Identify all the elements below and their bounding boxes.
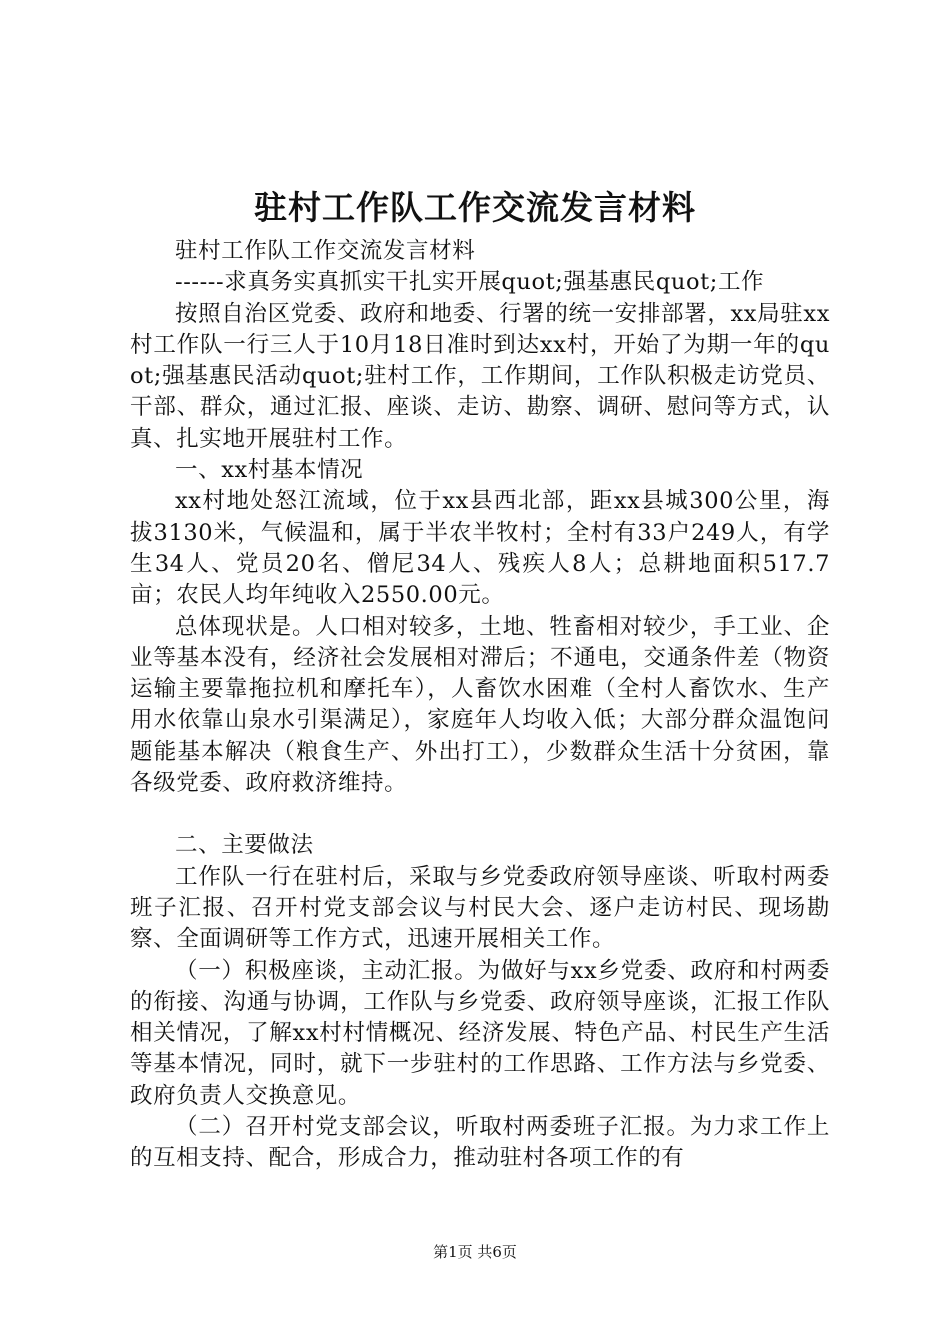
document-body [130,236,830,1175]
paragraph-village-facts: xx村地处怒江流域，位于xx县西北部，距xx县城300公里，海拔3130米，气候温和，属于半农半牧村；全村有33户249人，有学生34人、党员20名、僧尼34人、残疾人8人；总耕地面积517.7亩；农民人均年纯收入2550.00元。 [130,488,830,609]
document-title: 驻村工作队工作交流发言材料 [254,188,696,227]
paragraph-methods: 工作队一行在驻村后，采取与乡党委政府领导座谈、听取村两委班子汇报、召开村党支部会议与村民大会、逐户走访村民、现场勘察、全面调研等工作方式，迅速开展相关工作。 [130,863,830,953]
section-heading-2: 二、主要做法 [175,832,314,859]
section-heading-1: 一、xx村基本情况 [175,457,364,484]
paragraph-subtitle: 驻村工作队工作交流发言材料 [175,238,476,264]
paragraph-overall-status: 总体现状是。人口相对较多，土地、牲畜相对较少，手工业、企业等基本没有，经济社会发展相对滞后；不通电，交通条件差（物资运输主要靠拖拉机和摩托车），人畜饮水困难（全村人畜饮水、生产用水依靠山泉水引渠满足），家庭年人均收入低；大部分群众温饱问题能基本解决（粮食生产、外出打工），少数群众生活十分贫困，靠各级党委、政府救济维持。 [130,613,830,797]
paragraph-subsection-1: （一）积极座谈，主动汇报。为做好与xx乡党委、政府和村两委的衔接、沟通与协调，工作队与乡党委、政府领导座谈，汇报工作队相关情况，了解xx村村情概况、经济发展、特色产品、村民生产生活等基本情况，同时，就下一步驻村的工作思路、工作方法与乡党委、政府负责人交换意见。 [130,957,830,1109]
paragraph-subsection-2: （二）召开村党支部会议，听取村两委班子汇报。为力求工作上的互相支持、配合，形成合力，推动驻村各项工作的有 [130,1114,830,1172]
page-footer: 第1页 共6页 [433,1243,517,1261]
paragraph-slogan: ------求真务实真抓实干扎实开展quot;强基惠民quot;工作 [175,269,765,296]
paragraph-gap [130,799,830,830]
paragraph-intro: 按照自治区党委、政府和地委、行署的统一安排部署，xx局驻xx村工作队一行三人于10月18日准时到达xx村，开始了为期一年的quot;强基惠民活动quot;驻村工作，工作期间，工作队积极走访党员、干部、群众，通过汇报、座谈、走访、勘察、调研、慰问等方式，认真、扎实地开展驻村工作。 [130,300,830,452]
